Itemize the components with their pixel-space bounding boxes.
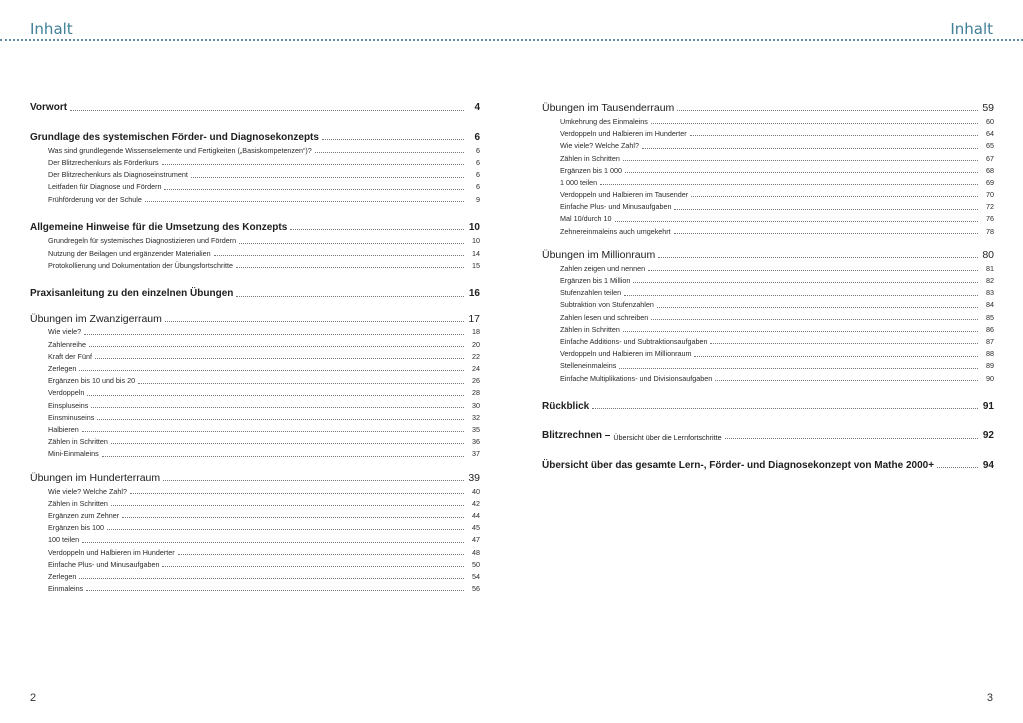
toc-entry-title: Umkehrung des Einmaleins	[560, 116, 648, 126]
toc-entry-title: Zählen in Schritten	[48, 498, 108, 508]
dot-leader	[91, 407, 464, 408]
toc-entry-title: Frühförderung vor der Schule	[48, 194, 142, 204]
dot-leader	[633, 282, 978, 283]
toc-section-million[interactable]	[542, 249, 994, 261]
toc-section-vorwort[interactable]	[30, 102, 480, 114]
toc-page-number: 24	[472, 364, 480, 374]
toc-entry-title: Nutzung der Beilagen und ergänzender Materialien	[48, 248, 211, 258]
dot-leader	[315, 152, 464, 153]
toc-entry-title: Mini-Einmaleins	[48, 449, 99, 459]
toc-entry-title: Zehnereinmaleins auch umgekehrt	[560, 226, 671, 236]
dot-leader	[236, 296, 464, 297]
toc-page-number: 80	[982, 248, 994, 261]
dot-leader	[236, 267, 464, 268]
toc-entry-title: Einfache Plus- und Minusaufgaben	[48, 559, 160, 569]
dot-leader	[694, 356, 978, 357]
dot-leader	[111, 505, 464, 506]
toc-subentry[interactable]	[30, 361, 480, 373]
dot-leader	[191, 177, 464, 178]
toc-entry-title: Einsminuseins	[48, 412, 95, 422]
toc-page-number: 81	[986, 263, 994, 273]
toc-entry-title: Einfache Plus- und Minusaufgaben	[560, 202, 672, 212]
toc-page-number: 30	[472, 400, 480, 410]
toc-entry-title: Zerlegen	[48, 364, 77, 374]
toc-page-number: 39	[468, 471, 480, 484]
dot-leader	[79, 370, 464, 371]
dot-leader	[725, 438, 978, 439]
toc-entry-title: Stelleneinmaleins	[560, 361, 617, 371]
toc-page-number: 32	[472, 412, 480, 422]
toc-entry-title: Zahlen lesen und schreiben	[560, 312, 649, 322]
toc-section-grundlage[interactable]	[30, 132, 480, 144]
toc-entry-title: Der Blitzrechenkurs als Förderkurs	[48, 158, 159, 168]
dot-leader	[623, 331, 978, 332]
dot-leader	[70, 110, 464, 111]
toc-subentry[interactable]	[542, 151, 994, 163]
toc-page-number: 17	[468, 312, 480, 325]
toc-page-number: 44	[472, 510, 480, 520]
toc-section-hinweise[interactable]	[30, 222, 480, 234]
dot-leader	[97, 419, 464, 420]
toc-page-number: 70	[986, 190, 994, 200]
toc-entry-title: Einmaleins	[48, 584, 84, 594]
dot-leader	[178, 554, 464, 555]
dot-leader	[592, 408, 978, 409]
dot-leader	[82, 431, 464, 432]
dot-leader	[239, 243, 464, 244]
toc-subentry[interactable]	[542, 359, 994, 371]
toc-subentry[interactable]	[542, 285, 994, 297]
toc-entry-title: Übungen im Millionraum	[542, 248, 656, 261]
toc-subentry[interactable]	[30, 155, 480, 167]
toc-entry-subtitle: Übersicht über die Lernfortschritte	[613, 432, 722, 442]
dot-leader	[600, 184, 978, 185]
dot-leader	[710, 343, 978, 344]
dot-leader	[130, 493, 464, 494]
toc-page-number: 35	[472, 424, 480, 434]
dot-leader	[165, 321, 464, 322]
toc-entry-title: Ergänzen bis 1 000	[560, 165, 622, 175]
toc-page-number: 76	[986, 214, 994, 224]
dot-leader	[642, 148, 978, 149]
toc-subentry[interactable]	[30, 581, 480, 593]
page-title-right: Inhalt	[950, 20, 993, 38]
dot-leader	[164, 189, 464, 190]
toc-page-number: 9	[476, 194, 480, 204]
toc-right-column	[542, 102, 994, 471]
dot-leader	[674, 233, 978, 234]
toc-subentry[interactable]	[542, 138, 994, 150]
dot-leader	[122, 517, 464, 518]
toc-page-number: 56	[472, 584, 480, 594]
dot-leader	[625, 172, 978, 173]
toc-page-number: 10	[472, 236, 480, 246]
toc-subentry[interactable]	[30, 422, 480, 434]
toc-entry-title: Wie viele?	[48, 327, 82, 337]
dot-leader	[651, 123, 978, 124]
toc-page-number: 26	[472, 376, 480, 386]
toc-page-number: 28	[472, 388, 480, 398]
toc-entry-title: Rückblick	[542, 400, 590, 412]
dot-leader	[162, 164, 464, 165]
toc-entry-title: Einfache Multiplikations- und Divisionsaufgaben	[560, 373, 713, 383]
toc-subentry[interactable]	[30, 484, 480, 496]
toc-subentry[interactable]	[542, 175, 994, 187]
toc-entry-title: Was sind grundlegende Wissenselemente und Fertigkeiten („Basiskompetenzen“)?	[48, 145, 312, 155]
toc-entry-title: Der Blitzrechenkurs als Diagnoseinstrument	[48, 170, 188, 180]
toc-page-number: 72	[986, 202, 994, 212]
dot-leader	[677, 110, 978, 111]
dot-leader	[658, 257, 978, 258]
toc-page-number: 14	[472, 248, 480, 258]
toc-subentry[interactable]	[30, 180, 480, 192]
toc-page-number: 89	[986, 361, 994, 371]
toc-subentry[interactable]	[542, 224, 994, 236]
toc-entry-title: Zahlen zeigen und nennen	[560, 263, 646, 273]
toc-section-zwanziger[interactable]	[30, 313, 480, 325]
dot-leader	[674, 209, 978, 210]
dot-leader	[322, 139, 464, 140]
toc-page-number: 15	[472, 260, 480, 270]
dot-leader	[82, 542, 464, 543]
dot-leader	[690, 135, 978, 136]
toc-entry-title: Wie viele? Welche Zahl?	[560, 141, 639, 151]
toc-subentry[interactable]	[30, 325, 480, 337]
toc-subentry[interactable]	[542, 310, 994, 322]
dot-leader	[79, 578, 464, 579]
dot-leader	[651, 319, 978, 320]
page-number-left: 2	[30, 692, 37, 704]
toc-entry-title: Übungen im Tausenderraum	[542, 102, 675, 114]
toc-page-number: 36	[472, 437, 480, 447]
dot-leader	[89, 346, 464, 347]
toc-page-number: 16	[468, 288, 480, 299]
toc-page-number: 60	[986, 116, 994, 126]
toc-subentry[interactable]	[542, 261, 994, 273]
toc-subentry[interactable]	[30, 532, 480, 544]
toc-section-blitzrechnen[interactable]	[542, 430, 994, 442]
toc-page-number: 86	[986, 324, 994, 334]
toc-entry-title: Übungen im Zwanzigerraum	[30, 312, 162, 325]
toc-subentry[interactable]	[542, 212, 994, 224]
toc-page-number: 48	[472, 547, 480, 557]
dot-leader	[623, 160, 978, 161]
toc-subentry[interactable]	[30, 258, 480, 270]
dot-leader	[619, 368, 978, 369]
toc-section-tausender[interactable]	[542, 102, 994, 114]
toc-page-number: 47	[472, 535, 480, 545]
toc-page-number: 68	[986, 165, 994, 175]
toc-page-number: 54	[472, 571, 480, 581]
toc-entry-title: Übungen im Hunderterraum	[30, 471, 161, 484]
toc-entry-title: Verdoppeln und Halbieren im Hunderter	[560, 129, 687, 139]
toc-subentry[interactable]	[30, 386, 480, 398]
toc-subentry[interactable]	[30, 192, 480, 204]
toc-page-number: 50	[472, 559, 480, 569]
toc-entry-title: Allgemeine Hinweise für die Umsetzung des Konzepts	[30, 221, 288, 233]
toc-subentry[interactable]	[542, 298, 994, 310]
dot-leader	[86, 590, 464, 591]
dot-leader	[95, 358, 464, 359]
dot-leader	[657, 307, 978, 308]
toc-page-number: 40	[472, 486, 480, 496]
toc-subentry[interactable]	[30, 246, 480, 258]
toc-page-number: 20	[472, 339, 480, 349]
page-number-right: 3	[986, 692, 993, 704]
dot-leader	[138, 383, 464, 384]
toc-subentry[interactable]	[30, 337, 480, 349]
toc-section-praxis[interactable]	[30, 288, 480, 300]
toc-entry-title: Ergänzen bis 100	[48, 523, 104, 533]
toc-entry-title: 100 teilen	[48, 535, 80, 545]
toc-entry-title: Übersicht über das gesamte Lern-, Förder- und Diagnosekonzept von Mathe 2000+	[542, 459, 935, 471]
toc-subentry[interactable]	[30, 508, 480, 520]
toc-page-number: 67	[986, 153, 994, 163]
toc-page-number: 92	[982, 430, 994, 442]
toc-page-number: 4	[474, 102, 480, 113]
toc-entry-title: Ergänzen bis 10 und bis 20	[48, 376, 136, 386]
page-title-left: Inhalt	[30, 20, 73, 38]
toc-page-number: 85	[986, 312, 994, 322]
toc-entry-title: Einfache Additions- und Subtraktionsaufgaben	[560, 337, 708, 347]
toc-page-number: 6	[476, 145, 480, 155]
toc-subentry[interactable]	[30, 520, 480, 532]
toc-page-number: 78	[986, 226, 994, 236]
dot-leader	[102, 456, 464, 457]
toc-entry-title: Verdoppeln	[48, 388, 85, 398]
toc-subentry[interactable]	[542, 346, 994, 358]
toc-section-hunderter[interactable]	[30, 472, 480, 484]
toc-entry-title: Blitzrechnen –	[542, 430, 611, 442]
toc-page-number: 6	[476, 182, 480, 192]
toc-page-number: 37	[472, 449, 480, 459]
toc-entry-title: Mal 10/durch 10	[560, 214, 612, 224]
dot-leader	[163, 480, 464, 481]
toc-subentry[interactable]	[542, 187, 994, 199]
dot-leader	[648, 270, 978, 271]
toc-subentry[interactable]	[30, 373, 480, 385]
dot-leader	[615, 221, 978, 222]
toc-entry-title: Vorwort	[30, 102, 68, 113]
toc-entry-title: Leitfaden für Diagnose und Fördern	[48, 182, 162, 192]
toc-page-number: 42	[472, 498, 480, 508]
toc-page-number: 22	[472, 351, 480, 361]
toc-subentry[interactable]	[30, 233, 480, 245]
toc-entry-title: Kraft der Fünf	[48, 351, 92, 361]
dot-leader	[691, 196, 978, 197]
toc-page-number: 83	[986, 288, 994, 298]
toc-page-number: 65	[986, 141, 994, 151]
toc-entry-title: Protokollierung und Dokumentation der Übungsfortschritte	[48, 260, 233, 270]
toc-subentry[interactable]	[30, 557, 480, 569]
dot-leader	[290, 229, 464, 230]
dot-leader	[624, 295, 978, 296]
toc-page-number: 91	[982, 400, 994, 412]
toc-page-number: 6	[474, 131, 480, 143]
toc-section-rueckblick[interactable]	[542, 401, 994, 413]
toc-section-uebersicht[interactable]	[542, 460, 994, 472]
dot-leader	[111, 443, 464, 444]
toc-entry-title: Ergänzen zum Zehner	[48, 510, 120, 520]
toc-page-number: 94	[982, 459, 994, 471]
toc-subentry[interactable]	[542, 126, 994, 138]
toc-entry-title: Grundlage des systemischen Förder- und Diagnosekonzepts	[30, 131, 319, 143]
dot-leader	[87, 395, 464, 396]
toc-page-number: 64	[986, 129, 994, 139]
toc-left-column	[30, 102, 480, 593]
toc-entry-title: Zählen in Schritten	[560, 324, 620, 334]
toc-entry-title: Verdoppeln und Halbieren im Hunderter	[48, 547, 175, 557]
toc-entry-title: Ergänzen bis 1 Million	[560, 276, 631, 286]
toc-subentry[interactable]	[30, 349, 480, 361]
dot-leader	[937, 467, 978, 468]
toc-subentry[interactable]	[542, 334, 994, 346]
toc-subentry[interactable]	[30, 143, 480, 155]
toc-entry-title: Verdoppeln und Halbieren im Millionraum	[560, 349, 692, 359]
toc-subentry[interactable]	[30, 434, 480, 446]
toc-page-number: 45	[472, 523, 480, 533]
toc-subentry[interactable]	[542, 322, 994, 334]
toc-page-number: 84	[986, 300, 994, 310]
header-divider	[0, 39, 1023, 41]
toc-subentry[interactable]	[30, 167, 480, 179]
toc-entry-title: Zählen in Schritten	[560, 153, 620, 163]
toc-entry-title: Subtraktion von Stufenzahlen	[560, 300, 654, 310]
toc-entry-title: Zählen in Schritten	[48, 437, 108, 447]
toc-entry-title: Einspluseins	[48, 400, 89, 410]
toc-subentry[interactable]	[542, 163, 994, 175]
toc-entry-title: Stufenzahlen teilen	[560, 288, 622, 298]
toc-subentry[interactable]	[30, 398, 480, 410]
toc-subentry[interactable]	[30, 446, 480, 458]
toc-page-number: 87	[986, 337, 994, 347]
toc-entry-title: Praxisanleitung zu den einzelnen Übungen	[30, 288, 234, 299]
toc-entry-title: Zahlenreihe	[48, 339, 86, 349]
toc-page-number: 59	[982, 102, 994, 114]
dot-leader	[214, 255, 464, 256]
dot-leader	[715, 380, 978, 381]
toc-entry-title: Grundregeln für systemisches Diagnostizieren und Fördern	[48, 236, 237, 246]
toc-subentry[interactable]	[30, 496, 480, 508]
toc-subentry[interactable]	[542, 273, 994, 285]
toc-subentry[interactable]	[542, 371, 994, 383]
toc-entry-title: Zerlegen	[48, 571, 77, 581]
dot-leader	[145, 201, 464, 202]
toc-subentry[interactable]	[542, 114, 994, 126]
dot-leader	[107, 529, 464, 530]
toc-subentry[interactable]	[542, 199, 994, 211]
toc-subentry[interactable]	[30, 410, 480, 422]
toc-subentry[interactable]	[30, 545, 480, 557]
toc-entry-title: Wie viele? Welche Zahl?	[48, 486, 127, 496]
toc-page-number: 69	[986, 177, 994, 187]
toc-page-number: 82	[986, 276, 994, 286]
toc-page-number: 18	[472, 327, 480, 337]
dot-leader	[84, 334, 464, 335]
toc-page-number: 6	[476, 170, 480, 180]
toc-entry-title: 1 000 teilen	[560, 177, 598, 187]
toc-page-number: 6	[476, 158, 480, 168]
toc-subentry[interactable]	[30, 569, 480, 581]
toc-entry-title: Halbieren	[48, 424, 79, 434]
toc-page-number: 90	[986, 373, 994, 383]
dot-leader	[162, 566, 464, 567]
toc-page-number: 88	[986, 349, 994, 359]
toc-entry-title: Verdoppeln und Halbieren im Tausender	[560, 190, 689, 200]
toc-page-number: 10	[468, 221, 480, 233]
